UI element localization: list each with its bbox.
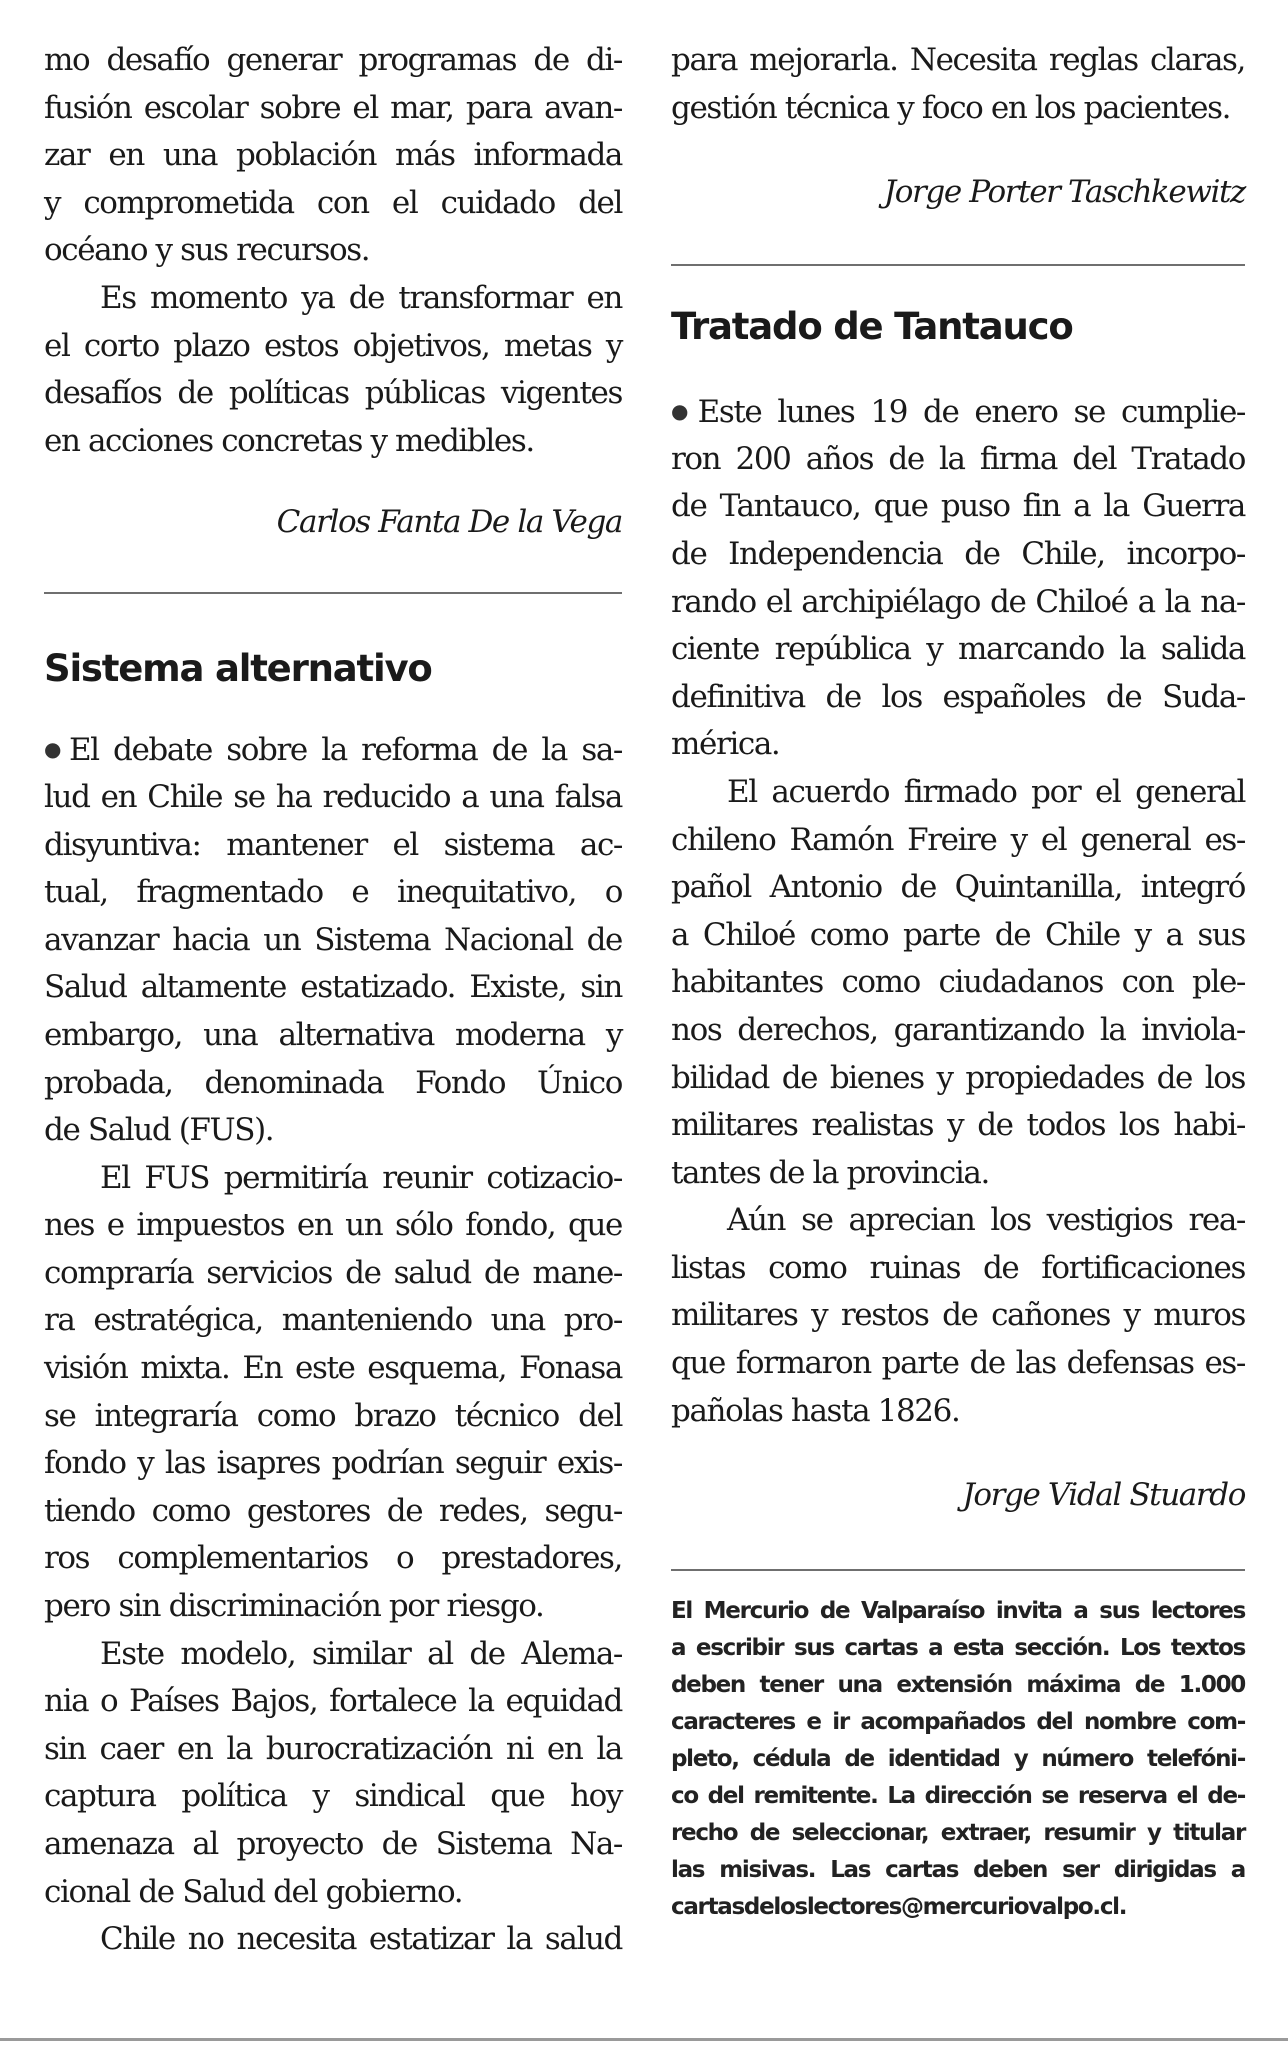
- text-line: captura política y sindical que hoy: [44, 1778, 622, 1815]
- text-line: ros complementarios o prestadores,: [44, 1540, 622, 1577]
- text-line: fondo y las isapres podrían seguir exis-: [44, 1445, 622, 1482]
- article-title-tratado-de-tantauco: Tratado de Tantauco: [671, 305, 1073, 349]
- article-sistema-p1: [44, 726, 622, 1154]
- left-column: [44, 0, 622, 1964]
- text-line: Chile no necesita estatizar la salud: [100, 1921, 622, 1958]
- text-line: a Chiloé como parte de Chile y a sus: [671, 916, 1245, 953]
- article-tantauco-p1: [671, 388, 1245, 769]
- notice-line: deben tener una extensión máxima de 1.000: [671, 1672, 1245, 1699]
- text-line: cional de Salud del gobierno.: [44, 1873, 463, 1910]
- text-line: tual, fragmentado e inequitativo, o: [44, 874, 622, 911]
- text-line: pero sin discriminación por riesgo.: [44, 1588, 544, 1625]
- signature-jorge-vidal: Jorge Vidal Stuardo: [962, 1477, 1245, 1514]
- article-tantauco-p3: [671, 1197, 1245, 1435]
- text-line: sin caer en la burocratización ni en la: [44, 1730, 622, 1767]
- text-line: tantes de la provincia.: [671, 1154, 989, 1191]
- text-line: Es momento ya de transformar en: [100, 279, 622, 316]
- text-line: ciente república y marcando la salida: [671, 631, 1245, 668]
- text-line: mérica.: [671, 726, 780, 763]
- text-line: para mejorarla. Necesita reglas claras,: [671, 42, 1245, 78]
- notice-line: pleto, cédula de identidad y número telefóni-: [671, 1746, 1245, 1773]
- article-tantauco-p2: [671, 769, 1245, 1197]
- notice-email: cartasdeloslectores@mercuriovalpo.cl.: [671, 1894, 1127, 1921]
- text-line: de Tantauco, que puso fin a la Guerra: [671, 488, 1245, 525]
- submission-notice: [671, 1593, 1245, 1926]
- signature-carlos-fanta: Carlos Fanta De la Vega: [276, 504, 622, 541]
- text-line: Este modelo, similar al de Alema-: [100, 1635, 622, 1672]
- notice-line: recho de seleccionar, extraer, resumir y titular: [671, 1820, 1245, 1847]
- text-line: El acuerdo firmado por el general: [727, 773, 1245, 810]
- text-line: habitantes como ciudadanos con ple-: [671, 964, 1245, 1001]
- text-line: ron 200 años de la firma del Tratado: [671, 440, 1245, 477]
- notice-line: El Mercurio de Valparaíso invita a sus lectores: [671, 1598, 1245, 1625]
- notice-line: las misivas. Las cartas deben ser dirigidas a: [671, 1857, 1245, 1884]
- text-line: en acciones concretas y medibles.: [44, 422, 534, 459]
- article-sistema-p3: [44, 1631, 622, 1917]
- text-line: pañol Antonio de Quintanilla, integró: [671, 869, 1245, 906]
- text-line: océano y sus recursos.: [44, 232, 370, 269]
- text-line: definitiva de los españoles de Suda-: [671, 678, 1245, 715]
- text-line: ra estratégica, manteniendo una pro-: [44, 1302, 622, 1339]
- text-line: El FUS permitiría reunir cotizacio-: [100, 1159, 622, 1196]
- text-line: Aún se aprecian los vestigios rea-: [727, 1202, 1245, 1239]
- text-line: nia o Países Bajos, fortalece la equidad: [44, 1683, 622, 1720]
- text-line: avanzar hacia un Sistema Nacional de: [44, 921, 622, 958]
- notice-line: a escribir sus cartas a esta sección. Los textos: [671, 1635, 1245, 1662]
- text-line: tiendo como gestores de redes, segu-: [44, 1492, 622, 1529]
- article-sistema-p4: [44, 1916, 622, 1964]
- right-column: [671, 0, 1245, 1926]
- text-line: chileno Ramón Freire y el general es-: [671, 821, 1245, 858]
- text-line: bilidad de bienes y propiedades de los: [671, 1059, 1245, 1096]
- text-line: y comprometida con el cuidado del: [44, 184, 622, 221]
- text-line: de Independencia de Chile, incorpo-: [671, 535, 1245, 572]
- notice-line: co del remitente. La dirección se reserva el de-: [671, 1783, 1245, 1810]
- text-line: zar en una población más informada: [44, 137, 622, 174]
- text-line: de Salud (FUS).: [44, 1112, 274, 1149]
- text-line: Salud altamente estatizado. Existe, sin: [44, 969, 622, 1006]
- page-bottom-rule: [0, 2038, 1288, 2041]
- text-line: embargo, una alternativa moderna y: [44, 1016, 622, 1053]
- text-line: el corto plazo estos objetivos, metas y: [44, 327, 622, 364]
- text-line: nos derechos, garantizando la inviola-: [671, 1011, 1245, 1048]
- text-line: gestión técnica y foco en los pacientes.: [671, 89, 1231, 126]
- letter-continuation-p2: [44, 275, 622, 465]
- signature-jorge-porter: Jorge Porter Taschkewitz: [883, 174, 1245, 211]
- text-line: militares realistas y de todos los habi-: [671, 1107, 1245, 1144]
- article-sistema-p2: [44, 1155, 622, 1631]
- text-line: que formaron parte de las defensas es-: [671, 1345, 1245, 1382]
- text-line: visión mixta. En este esquema, Fonasa: [44, 1350, 622, 1387]
- text-line: se integraría como brazo técnico del: [44, 1397, 622, 1434]
- text-line: pañolas hasta 1826.: [671, 1392, 960, 1429]
- text-line: probada, denominada Fondo Único: [44, 1064, 622, 1101]
- text-line: listas como ruinas de fortificaciones: [671, 1249, 1245, 1286]
- article-title-sistema-alternativo: Sistema alternativo: [44, 647, 432, 691]
- text-line: rando el archipiélago de Chiloé a la na-: [671, 583, 1245, 620]
- text-line: fusión escolar sobre el mar, para avan-: [44, 89, 622, 126]
- letter-continuation: [671, 37, 1245, 132]
- text-line: disyuntiva: mantener el sistema ac-: [44, 826, 622, 863]
- text-line: militares y restos de cañones y muros: [671, 1297, 1245, 1334]
- text-line: compraría servicios de salud de mane-: [44, 1254, 622, 1291]
- text-line: mo desafío generar programas de di-: [44, 42, 622, 78]
- text-line: nes e impuestos en un sólo fondo, que: [44, 1207, 622, 1244]
- text-line: lud en Chile se ha reducido a una falsa: [44, 778, 622, 815]
- notice-line: caracteres e ir acompañados del nombre com-: [671, 1709, 1245, 1736]
- text-line: ● Este lunes 19 de enero se cumplie-: [671, 388, 1245, 436]
- letter-continuation-p1: [44, 37, 622, 275]
- text-line: ● El debate sobre la reforma de la sa-: [44, 726, 622, 774]
- text-line: amenaza al proyecto de Sistema Na-: [44, 1826, 622, 1862]
- text-line: desafíos de políticas públicas vigentes: [44, 375, 622, 412]
